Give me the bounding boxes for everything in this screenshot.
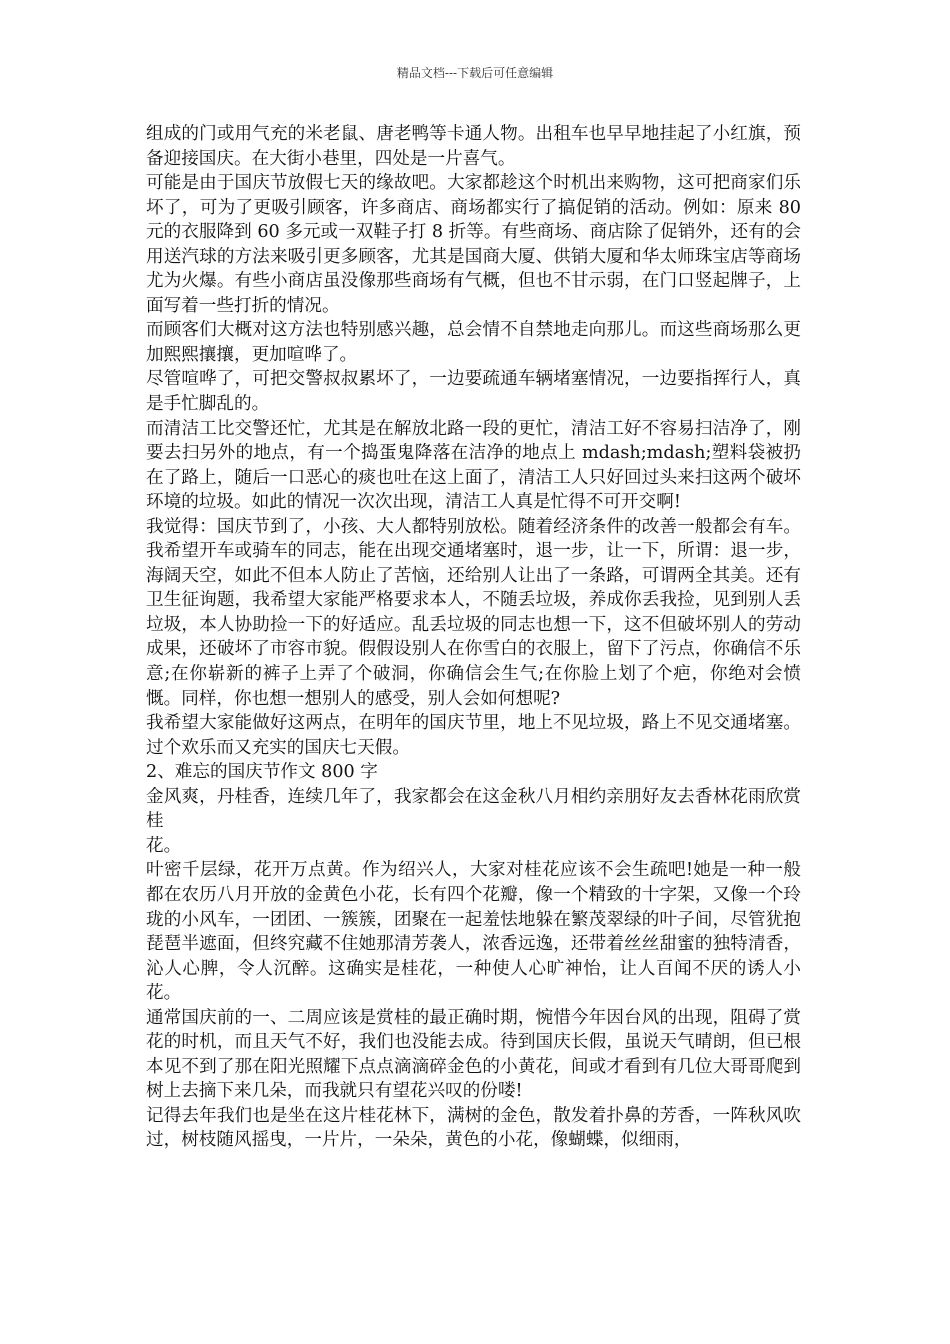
paragraph: 记得去年我们也是坐在这片桂花林下，满树的金色，散发着扑鼻的芳香，一阵秋风吹过，树枝随风摇曳，一片片，一朵朵，黄色的小花，像蝴蝶，似细雨，	[146, 1105, 801, 1151]
paragraph: 尽管喧哗了，可把交警叔叔累坏了，一边要疏通车辆堵塞情况，一边要指挥行人，真是手忙脚乱的。	[146, 369, 801, 415]
page-header: 精品文档---下载后可任意编辑	[396, 66, 554, 80]
paragraph: 而顾客们大概对这方法也特别感兴趣，总会情不自禁地走向那儿。而这些商场那么更加熙熙攘攘，更加喧哗了。	[146, 320, 801, 365]
document-body	[146, 122, 801, 1153]
paragraph: 组成的门或用气充的米老鼠、唐老鸭等卡通人物。出租车也早早地挂起了小红旗，预备迎接国庆。在大街小巷里，四处是一片喜气。	[146, 124, 801, 169]
paragraph: 叶密千层绿，花开万点黄。作为绍兴人，大家对桂花应该不会生疏吧!她是一种一般都在农历八月开放的金黄色小花，长有四个花瓣，像一个精致的十字架，又像一个玲珑的小风车，一团团、一簇簇，团聚在一起羞怯地躲在繁茂翠绿的叶子间，尽管犹抱琵琶半遮面，但终究藏不住她那清芳袭人，浓香远逸，还带着丝丝甜蜜的独特清香，沁人心脾，令人沉醉。这确实是桂花，一种使人心旷神怡，让人百闻不厌的诱人小花。	[146, 860, 801, 1004]
paragraph: 花。	[146, 835, 182, 856]
paragraph: 金风爽，丹桂香，连续几年了，我家都会在这金秋八月相约亲朋好友去香林花雨欣赏桂	[146, 786, 801, 832]
paragraph: 而清洁工比交警还忙，尤其是在解放北路一段的更忙，清洁工好不容易扫洁净了，刚要去扫另外的地点，有一个捣蛋鬼降落在洁净的地点上 mdash;mdash;塑料袋被扔在了路上，随后一口恶心的痰也吐在这上面了，清洁工人只好回过头来扫这两个破坏环境的垃圾。如此的情况一次次出现，清洁工人真是忙得不可开交啊!	[146, 418, 801, 513]
section-heading: 2、难忘的国庆节作文 800 字	[146, 762, 378, 783]
paragraph: 可能是由于国庆节放假七天的缘故吧。大家都趁这个时机出来购物，这可把商家们乐坏了，可为了更吸引顾客，许多商店、商场都实行了搞促销的活动。例如：原来 80 元的衣服降到 60 多元或一双鞋子打 8 折等。有些商场、商店除了促销外，还有的会用送汽球的方法来吸引更多顾客，尤其是国商大厦、供销大厦和华太师珠宝店等商场尤为火爆。有些小商店虽没像那些商场有气概，但也不甘示弱，在门口竖起牌子，上面写着一些打折的情况。	[146, 173, 801, 316]
paragraph: 通常国庆前的一、二周应该是赏桂的最正确时期，惋惜今年因台风的出现，阻碍了赏花的时机，而且天气不好，我们也没能去成。待到国庆长假，虽说天气晴朗，但已根本见不到了那在阳光照耀下点点滴滴碎金色的小黄花，间或才看到有几位大哥哥爬到树上去摘下来几朵，而我就只有望花兴叹的份喽!	[146, 1007, 801, 1102]
paragraph: 我觉得：国庆节到了，小孩、大人都特别放松。随着经济条件的改善一般都会有车。我希望开车或骑车的同志，能在出现交通堵塞时，退一步，让一下，所谓：退一步，海阔天空，如此不但本人防止了苦恼，还给别人让出了一条路，可谓两全其美。还有卫生征询题，我希望大家能严格要求本人，不随丢垃圾，养成你丢我捡，见到别人丢垃圾，本人协助捡一下的好适应。乱丢垃圾的同志也想一下，这不但破坏别人的劳动成果，还破坏了市容市貌。假假设别人在你雪白的衣服上，留下了污点，你确信不乐意;在你崭新的裤子上弄了个破洞，你确信会生气;在你脸上划了个疤，你绝对会愤慨。同样，你也想一想别人的感受，别人会如何想呢?	[146, 516, 801, 709]
paragraph: 我希望大家能做好这两点，在明年的国庆节里，地上不见垃圾，路上不见交通堵塞。过个欢乐而又充实的国庆七天假。	[146, 713, 801, 758]
